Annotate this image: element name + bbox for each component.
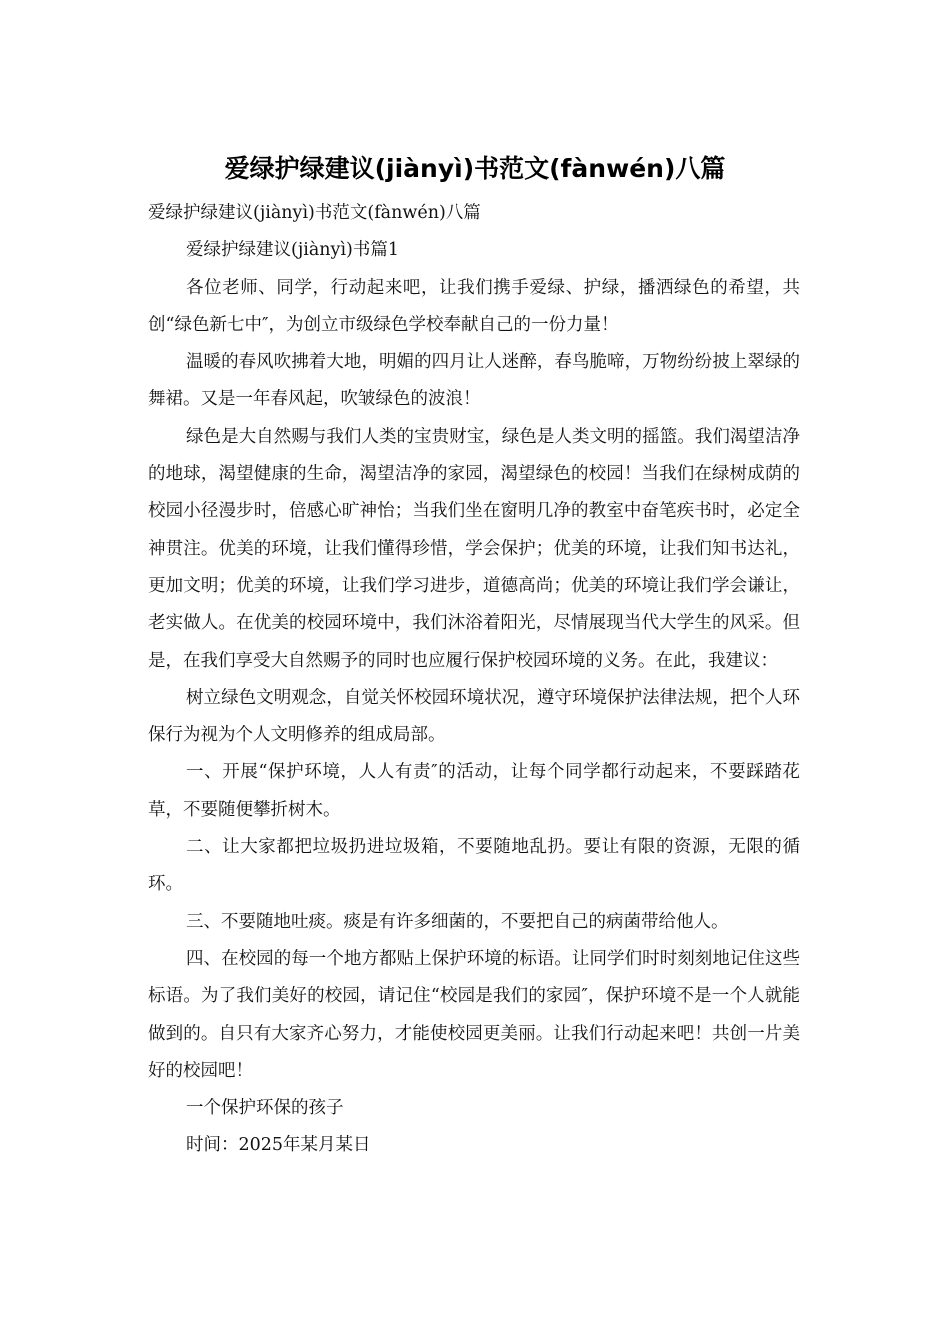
paragraph: 绿色是大自然赐与我们人类的宝贵财宝，绿色是人类文明的摇篮。我们渴望洁净的地球，渴望健康的生命，渴望洁净的家园，渴望绿色的校园！当我们在绿树成荫的校园小径漫步时，倍感心旷神怡；当我们坐在窗明几净的教室中奋笔疾书时，必定全神贯注。优美的环境，让我们懂得珍惜，学会保护；优美的环境，让我们知书达礼，更加文明；优美的环境，让我们学习进步，道德高尚；优美的环境让我们学会谦让，老实做人。在优美的校园环境中，我们沐浴着阳光，尽情展现当代大学生的风采。但是，在我们享受大自然赐予的同时也应履行保护校园环境的义务。在此，我建议： [148,426,800,671]
suggestion-item: 三、不要随地吐痰。痰是有许多细菌的，不要把自己的病菌带给他人。 [186,911,729,932]
section-heading: 爱绿护绿建议(jiànyì)书篇1 [186,240,399,261]
paragraph: 树立绿色文明观念，自觉关怀校园环境状况，遵守环境保护法律法规，把个人环保行为视为个人文明修养的组成局部。 [148,687,800,746]
suggestion-item: 四、在校园的每一个地方都贴上保护环境的标语。让同学们时时刻刻地记住这些标语。为了我们美好的校园，请记住“校园是我们的家园″，保护环境不是一个人就能做到的。自只有大家齐心努力，才能使校园更美丽。让我们行动起来吧！共创一片美好的校园吧！ [148,948,800,1081]
document-title: 爱绿护绿建议(jiànyì)书范文(fànwén)八篇 [224,154,726,183]
paragraph: 温暖的春风吹拂着大地，明媚的四月让人迷醉，春鸟脆啼，万物纷纷披上翠绿的舞裙。又是一年春风起，吹皱绿色的波浪！ [148,352,800,410]
document-subtitle: 爱绿护绿建议(jiànyì)书范文(fànwén)八篇 [148,203,481,223]
suggestion-item: 二、让大家都把垃圾扔进垃圾箱，不要随地乱扔。要让有限的资源，无限的循环。 [148,837,800,895]
paragraph: 各位老师、同学，行动起来吧，让我们携手爱绿、护绿，播洒绿色的希望，共创“绿色新七中″，为创立市级绿色学校奉献自己的一份力量！ [148,277,800,335]
signature: 一个保护环保的孩子 [186,1098,344,1119]
document-body [148,195,800,1165]
suggestion-item: 一、开展“保护环境，人人有责″的活动，让每个同学都行动起来，不要踩踏花草，不要随便攀折树木。 [148,762,800,820]
date-line: 时间：2025年某月某日 [186,1135,371,1156]
